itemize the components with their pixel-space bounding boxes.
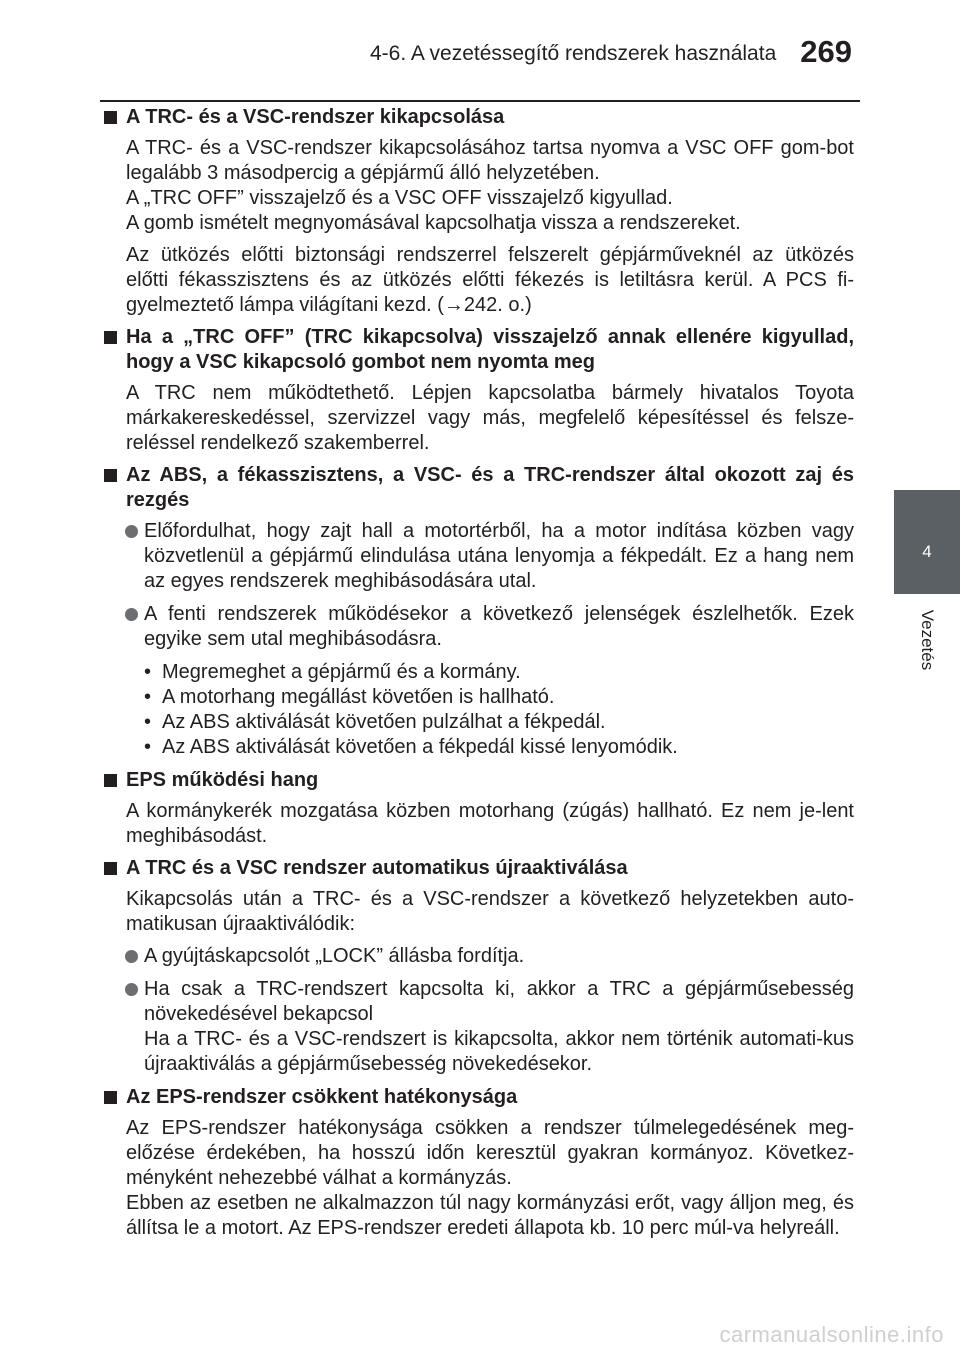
paragraph: Az EPS-rendszer hatékonysága csökken a rendszer túlmelegedésének meg-előzése érdekében, ha hosszú időn keresztül gyakran kormányoz. Következ-ményként nehezebbé válhat a kormányzás. Ebben az esetben ne alkalmazzon túl nagy kormányzási erőt, vagy álljon meg, és állítsa le a motort. Az EPS-rendszer eredeti állapota kb. 10 perc múl-va helyreáll. [126, 1117, 854, 1239]
chapter-label-box [894, 600, 960, 680]
chapter-tab [894, 490, 960, 594]
square-bullet-icon [104, 469, 117, 482]
paragraph: A TRC- és a VSC-rendszer kikapcsolásához tartsa nyomva a VSC OFF gom-bot legalább 3 másodpercig a gépjármű álló helyzetében. A „TRC OFF” visszajelző és a VSC OFF visszajelző kigyullad. A gomb ismételt megnyomásával kapcsolhatja vissza a rendszereket. [126, 137, 854, 234]
square-bullet-icon [104, 331, 117, 344]
page-content [104, 105, 854, 1248]
paragraph: Kikapcsolás után a TRC- és a VSC-rendszer a következő helyzetekben auto-matikusan újraaktiválódik: [126, 888, 854, 935]
sub-list-item: • Az ABS aktiválását követően a fékpedál kissé lenyomódik. [144, 736, 678, 758]
sub-list-item: • A motorhang megállást követően is hallható. [144, 686, 555, 708]
page-header [100, 34, 860, 102]
section-heading: Ha a „TRC OFF” (TRC kikapcsolva) visszajelző annak ellenére kigyullad, hogy a VSC kikapcsoló gombot nem nyomta meg [104, 325, 854, 375]
bullet-item: Előfordulhat, hogy zajt hall a motortérből, ha a motor indítása közben vagy közvetlenül a gépjármű elindulása utána lenyomja a fékpedált. Ez a hang nem az egyes rendszerek meghibásodására utal. [104, 519, 854, 594]
square-bullet-icon [104, 111, 117, 124]
section-noise-vibration [104, 463, 854, 768]
chapter-title: 4-6. A vezetéssegítő rendszerek használata [370, 42, 777, 65]
section-heading: Az EPS-rendszer csökkent hatékonysága [104, 1085, 854, 1110]
square-bullet-icon [104, 1091, 117, 1104]
paragraph: A TRC nem működtethető. Lépjen kapcsolatba bármely hivatalos Toyota márkakereskedéssel, szervizzel vagy más, megfelelő képesítéssel és felsze-reléssel rendelkező szakemberrel. [126, 382, 854, 454]
bullet-item: Ha csak a TRC-rendszert kapcsolta ki, akkor a TRC a gépjárműsebesség növekedésével bekapcsol Ha a TRC- és a VSC-rendszert is kikapcsolta, akkor nem történik automati-kus újraaktiválás a gépjárműsebesség növekedésekor. [104, 977, 854, 1077]
sub-list-item: • Megremeghet a gépjármű és a kormány. [144, 661, 521, 683]
round-bullet-icon [125, 608, 138, 621]
sub-list-item: • Az ABS aktiválását követően pulzálhat a fékpedál. [144, 711, 606, 733]
bullet-item: A gyújtáskapcsolót „LOCK” állásba fordítja. [104, 944, 854, 969]
chapter-label: Vezetés [918, 609, 937, 671]
watermark: carmanualsonline.info [719, 1322, 944, 1347]
round-bullet-icon [125, 950, 138, 963]
square-bullet-icon [104, 862, 117, 875]
section-heading: A TRC és a VSC rendszer automatikus újraaktiválása [104, 856, 854, 881]
section-auto-reactivation [104, 856, 854, 1077]
round-bullet-icon [125, 983, 138, 996]
section-trc-off-indicator [104, 325, 854, 456]
square-bullet-icon [104, 774, 117, 787]
section-eps-reduced [104, 1085, 854, 1241]
page-number: 269 [800, 34, 852, 69]
round-bullet-icon [125, 525, 138, 538]
section-eps-sound [104, 768, 854, 849]
chapter-number: 4 [922, 542, 932, 561]
section-heading: Az ABS, a fékasszisztens, a VSC- és a TRC-rendszer által okozott zaj és rezgés [104, 463, 854, 513]
section-heading: EPS működési hang [104, 768, 854, 793]
bullet-item: A fenti rendszerek működésekor a következő jelenségek észlelhetők. Ezek egyike sem utal meghibásodásra. [104, 602, 854, 652]
paragraph: Az ütközés előtti biztonsági rendszerrel felszerelt gépjárműveknél az ütközés előtti fékasszisztens és az ütközés előtti fékezés is letiltásra kerül. A PCS fi-gyelmeztető lámpa világítani kezd. (→242. o.) [126, 244, 854, 316]
paragraph: A kormánykerék mozgatása közben motorhang (zúgás) hallható. Ez nem je-lent meghibásodást. [126, 800, 854, 847]
section-heading: A TRC- és a VSC-rendszer kikapcsolása [104, 105, 854, 130]
section-trc-vsc-off [104, 105, 854, 318]
